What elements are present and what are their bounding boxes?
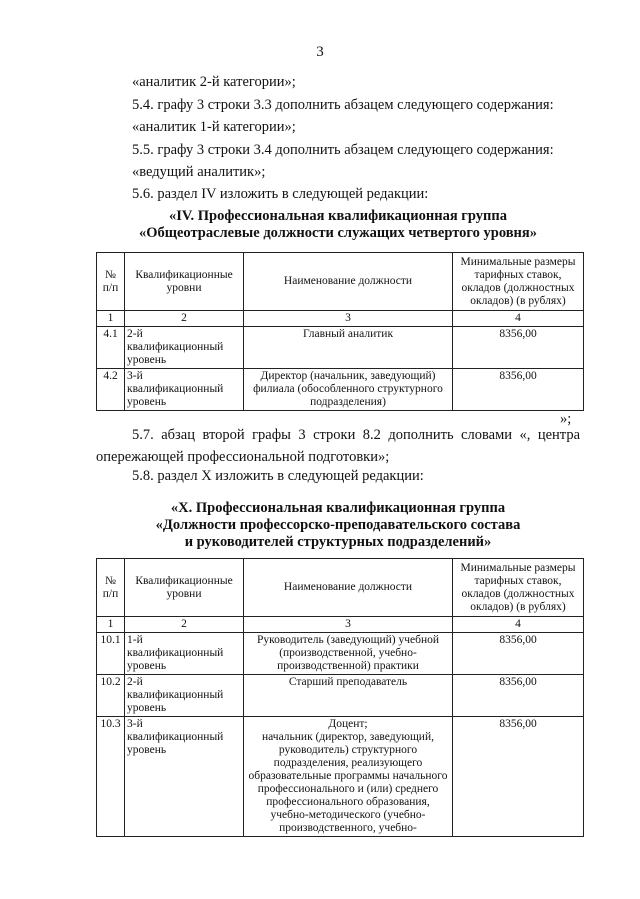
text-line: «ведущий аналитик»; [132,164,266,180]
row-position: Директор (начальник, заведующий) филиала (обособленного структурного подразделения) [244,369,453,411]
row-salary: 8356,00 [453,369,584,411]
col-number: 1 [97,617,125,633]
table-row [97,675,584,717]
position-line: Доцент; [328,718,368,730]
text-line: 5.5. графу 3 строки 3.4 дополнить абзацем следующего содержания: [132,142,554,158]
header-num: № п/п [97,253,125,311]
heading-line: «X. Профессиональная квалификационная группа [170,500,506,516]
header-position: Наименование должности [244,253,453,311]
position-line: начальник (директор, заведующий, руководитель) структурного подразделения, реализующего образовательные программы начального профессионального и (или) среднего профессионального образования, учебно-методического (учебно-производственного, учебно- [248,731,448,834]
col-number: 4 [453,311,584,327]
row-salary: 8356,00 [453,327,584,369]
row-level: 3-й квалификационный уровень [125,369,244,411]
col-number: 1 [97,311,125,327]
col-number: 2 [125,311,244,327]
row-num: 4.1 [97,327,125,369]
header-salary: Минимальные размеры тарифных ставок, окладов (должностных окладов) (в рублях) [453,253,584,311]
col-number: 3 [244,617,453,633]
text-line: «аналитик 1-й категории»; [132,119,296,135]
section-iv-heading [96,208,580,242]
row-position: Руководитель (заведующий) учебной (производственной, учебно-производственной) практики [244,633,453,675]
row-num: 4.2 [97,369,125,411]
section-iv-table [96,252,584,411]
table-row [97,327,584,369]
text-line: 5.8. раздел X изложить в следующей редакции: [132,468,424,484]
header-position: Наименование должности [244,559,453,617]
text-line: 5.4. графу 3 строки 3.3 дополнить абзацем следующего содержания: [132,97,554,113]
row-num: 10.3 [97,717,125,837]
row-salary: 8356,00 [453,675,584,717]
col-number: 4 [453,617,584,633]
row-level: 2-й квалификационный уровень [125,675,244,717]
table-row [97,369,584,411]
row-level: 2-й квалификационный уровень [125,327,244,369]
header-level: Квалификационные уровни [125,559,244,617]
row-num: 10.1 [97,633,125,675]
header-salary: Минимальные размеры тарифных ставок, окладов (должностных окладов) (в рублях) [453,559,584,617]
col-number: 2 [125,617,244,633]
table-row [97,717,584,837]
heading-line: «IV. Профессиональная квалификационная группа [169,208,507,224]
heading-line: «Должности профессорско-преподавательского состава [155,517,521,533]
row-position: Главный аналитик [244,327,453,369]
row-level: 3-й квалификационный уровень [125,717,244,837]
row-num: 10.2 [97,675,125,717]
row-salary: 8356,00 [453,717,584,837]
text-line: 5.6. раздел IV изложить в следующей редакции: [132,186,429,202]
heading-line: «Общеотраслевые должности служащих четвертого уровня» [138,225,538,241]
paragraph-5-7: 5.7. абзац второй графы 3 строки 8.2 дополнить словами «, центра опережающей профессиональной подготовки»; [96,427,580,465]
col-number: 3 [244,311,453,327]
row-salary: 8356,00 [453,633,584,675]
header-num: № п/п [97,559,125,617]
header-level: Квалификационные уровни [125,253,244,311]
text-line: «аналитик 2-й категории»; [132,74,296,90]
heading-line: и руководителей структурных подразделений» [184,534,492,550]
section-x-heading [96,500,580,551]
section-x-table [96,558,584,837]
row-position: Старший преподаватель [244,675,453,717]
row-level: 1-й квалификационный уровень [125,633,244,675]
closing-quote: »; [560,411,572,427]
table-row [97,633,584,675]
row-position [244,717,453,837]
page-number: 3 [316,44,324,60]
